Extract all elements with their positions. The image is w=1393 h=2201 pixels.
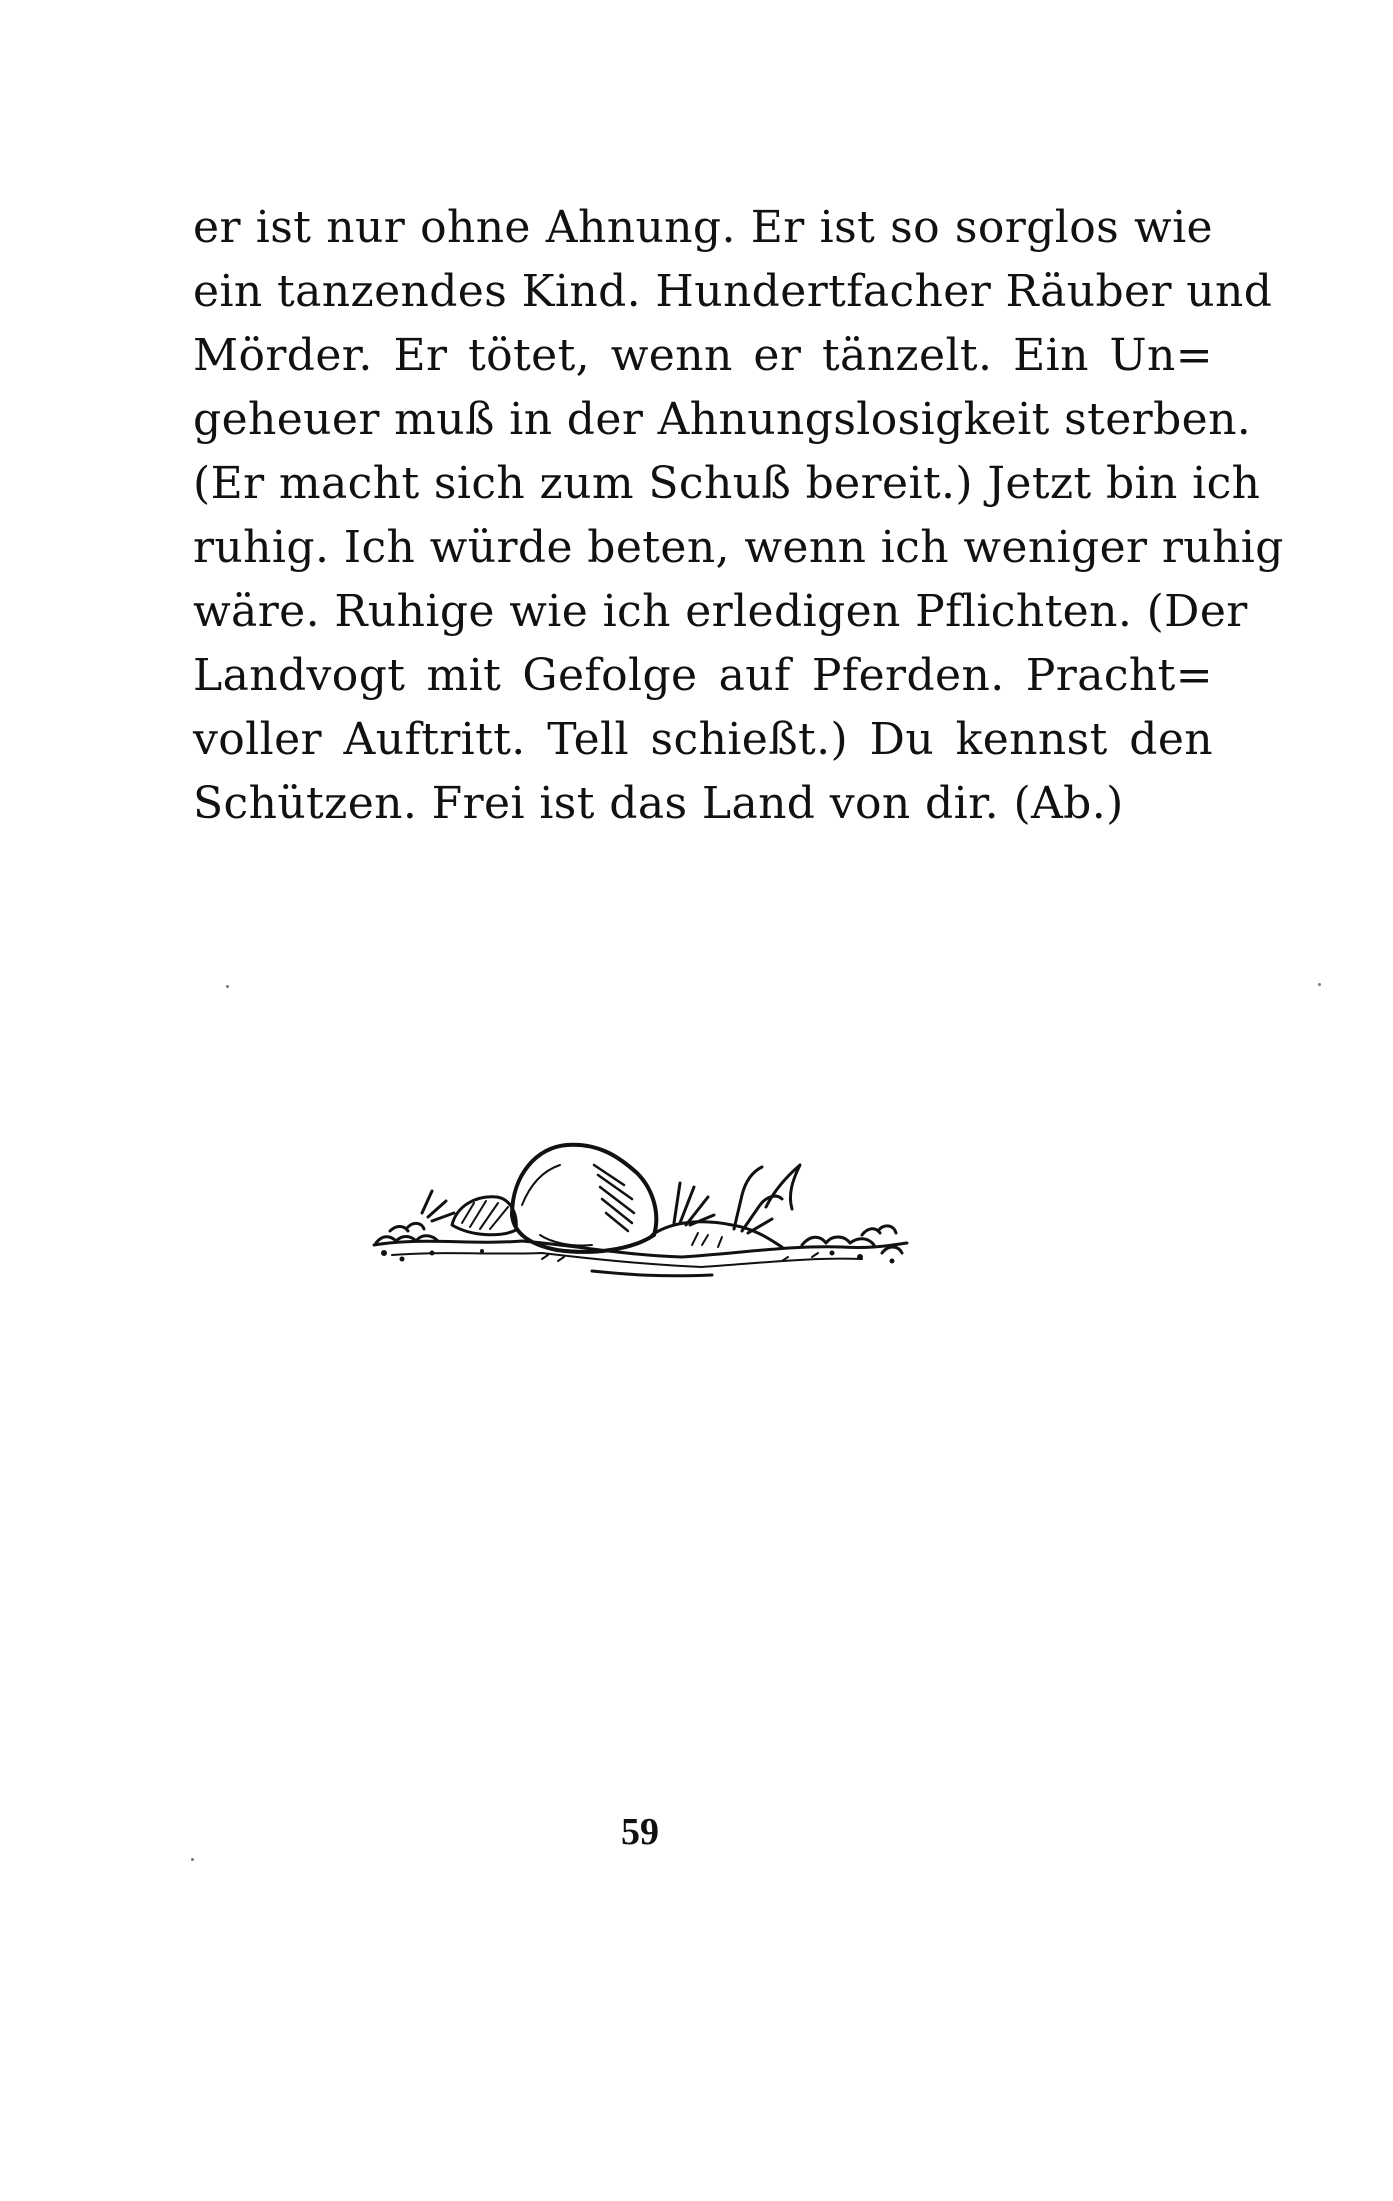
paper-speck — [1318, 983, 1321, 986]
page-number: 59 — [621, 1811, 659, 1853]
text-line: ein tanzendes Kind. Hundertfacher Räuber und — [193, 266, 1273, 317]
text-line: geheuer muß in der Ahnungslosigkeit sterben. — [193, 394, 1252, 445]
paper-speck — [226, 985, 229, 988]
text-line: er ist nur ohne Ahnung. Er ist so sorglos wie — [193, 202, 1213, 253]
paper-speck — [191, 1858, 194, 1861]
rock-and-grass-vignette-icon — [362, 1095, 912, 1285]
text-line: ruhig. Ich würde beten, wenn ich weniger ruhig — [193, 522, 1284, 573]
text-line: Schützen. Frei ist das Land von dir. (Ab.) — [193, 778, 1124, 829]
text-line: wäre. Ruhige wie ich erledigen Pflichten. (Der — [193, 586, 1248, 637]
text-line: voller Auftritt. Tell schießt.) Du kennst den — [193, 714, 1213, 765]
body-text — [193, 196, 1284, 836]
text-line: Mörder. Er tötet, wenn er tänzelt. Ein Un= — [193, 330, 1213, 381]
text-line: (Er macht sich zum Schuß bereit.) Jetzt bin ich — [193, 458, 1261, 509]
text-line: Landvogt mit Gefolge auf Pferden. Pracht= — [193, 650, 1213, 701]
